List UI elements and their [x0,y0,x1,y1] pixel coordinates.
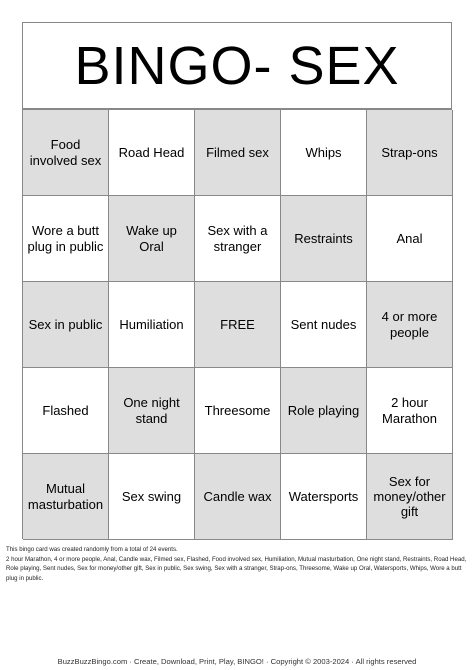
site-footer: BuzzBuzzBingo.com · Create, Download, Print, Play, BINGO! · Copyright © 2003-2024 · All rights reserved [57,657,417,666]
bingo-cell [109,454,195,540]
cell-label: Mutual masturbation [27,481,104,512]
bingo-cell [281,282,367,368]
bingo-cell [109,196,195,282]
card-title: BINGO- SEX [74,35,400,96]
cell-label: Threesome [204,402,271,418]
bingo-cell [23,282,109,368]
bingo-cell [281,454,367,540]
bingo-card [22,22,452,539]
bingo-cell [367,110,453,196]
bingo-cell [109,368,195,454]
cell-label: Restraints [294,230,353,246]
bingo-cell [23,454,109,540]
cell-label: Sex with a stranger [207,223,268,254]
cell-label: Anal [396,230,423,246]
card-footnote [6,545,468,583]
bingo-cell [281,368,367,454]
cell-label: Whips [305,144,342,160]
bingo-cell [195,110,281,196]
bingo-cell [109,282,195,368]
cell-label: Sex in public [28,316,103,332]
bingo-cell [23,110,109,196]
cell-label: Sex for money/other gift [373,473,446,520]
cell-label: 4 or more people [381,309,438,340]
cell-label: Food involved sex [29,137,102,168]
cell-label: Filmed sex [206,144,269,160]
bingo-cell [367,454,453,540]
cell-label: Sent nudes [290,316,357,332]
cell-label: 2 hour Marathon [382,395,437,426]
bingo-cell [367,196,453,282]
bingo-cell [23,368,109,454]
bingo-cell [109,110,195,196]
cell-label: FREE [220,316,255,332]
bingo-cell [195,368,281,454]
cell-label: Wake up Oral [126,223,177,254]
cell-label: Flashed [42,402,89,418]
bingo-cell [367,368,453,454]
cell-label: Candle wax [203,488,272,504]
bingo-cell [195,454,281,540]
bingo-cell [281,196,367,282]
cell-label: Wore a butt plug in public [27,223,104,254]
title-cell [22,22,452,109]
cell-label: Sex swing [121,488,182,504]
cell-label: Humiliation [119,316,184,332]
bingo-cell [367,282,453,368]
bingo-cell [281,110,367,196]
bingo-grid [22,109,452,539]
footnote-events: 2 hour Marathon, 4 or more people, Anal, Candle wax, Filmed sex, Flashed, Food involved sex, Humiliation, Mutual masturbation, One night stand, Restraints, Road Head, Role playing, Sent nudes, Sex for money/other gift, Sex in public, Sex swing, Sex with a stranger, Strap-ons, Threesome, Wake up Oral, Watersports, Whips, Wore a butt plug in public. [6,555,467,582]
footnote-intro: This bingo card was created randomly from a total of 24 events. [6,546,178,553]
bingo-cell [195,196,281,282]
cell-label: Watersports [288,488,359,504]
cell-label: One night stand [123,395,180,426]
cell-label: Road Head [118,144,185,160]
cell-label: Strap-ons [381,144,438,160]
cell-label: Role playing [287,402,360,418]
bingo-cell [23,196,109,282]
free-space-cell [195,282,281,368]
